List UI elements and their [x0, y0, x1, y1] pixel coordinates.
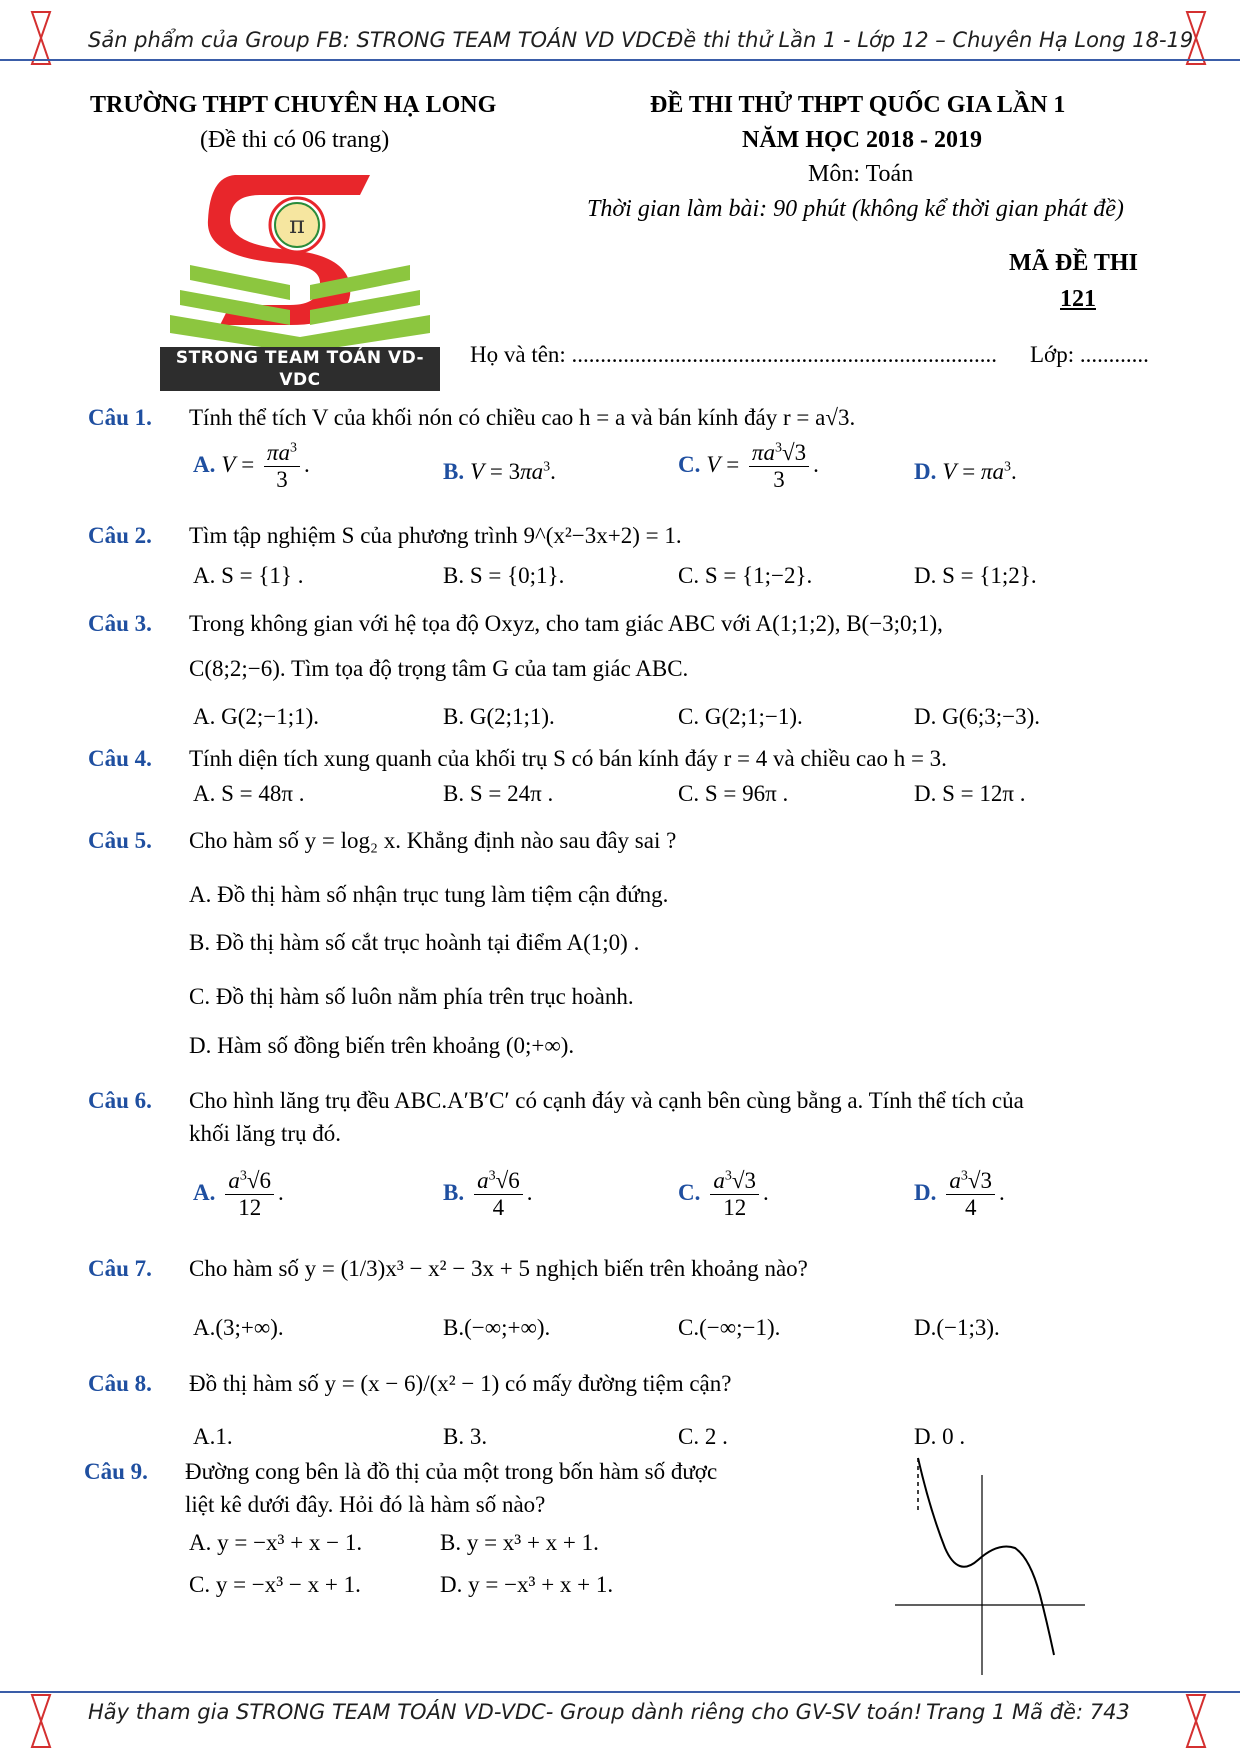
option-d: D. S = 12π .	[914, 781, 1026, 806]
svg-text:π: π	[289, 211, 305, 239]
option-a: A. S = 48π .	[193, 781, 305, 806]
question-number: Câu 7.	[88, 1256, 152, 1281]
option-b: B. Đồ thị hàm số cắt trục hoành tại điểm A(1;0) .	[189, 930, 640, 955]
option-d: D. Hàm số đồng biến trên khoảng (0;+∞).	[189, 1033, 575, 1058]
question-text: Tìm tập nghiệm S của phương trình 9^(x²−3x+2) = 1.	[189, 523, 682, 548]
question-text-cont: C(8;2;−6). Tìm tọa độ trọng tâm G của tam giác ABC.	[189, 656, 689, 681]
question-number: Câu 8.	[88, 1371, 152, 1396]
hourglass-icon	[1185, 1693, 1207, 1749]
question-text: Cho hàm số y = (1/3)x³ − x² − 3x + 5 nghịch biến trên khoảng nào?	[189, 1256, 808, 1281]
option-d: D. 0 .	[914, 1424, 966, 1449]
exam-subject: Môn: Toán	[808, 161, 914, 187]
exam-time: Thời gian làm bài: 90 phút (không kể thời gian phát đề)	[587, 196, 1124, 222]
question-number: Câu 3.	[88, 611, 152, 636]
option-d: D. G(6;3;−3).	[914, 704, 1041, 729]
option-c: C. S = 96π .	[678, 781, 789, 806]
logo-graphic	[160, 165, 440, 365]
logo-caption: STRONG TEAM TOÁN VD-VDC	[160, 347, 440, 391]
function-curve	[918, 1458, 1054, 1655]
question-number: Câu 1.	[88, 405, 152, 430]
option-b: B. S = 24π .	[443, 781, 554, 806]
option-a: A. S = {1} .	[193, 563, 304, 588]
option-label: D.	[914, 459, 937, 484]
question-number: Câu 9.	[84, 1459, 148, 1484]
option-d: D. $V = \pi a^3$.	[914, 459, 1017, 484]
cubic-curve-graph	[890, 1450, 1090, 1680]
option-b: B.(−∞;+∞).	[443, 1315, 551, 1340]
option-label: B.	[443, 459, 465, 484]
footer-left: Hãy tham gia STRONG TEAM TOÁN VD-VDC- Group dành riêng cho GV-SV toán!	[88, 1700, 923, 1724]
hourglass-icon	[1185, 10, 1207, 66]
option-a: A.(3;+∞).	[193, 1315, 284, 1340]
option-b: B. $V = 3\pi a^3$.	[443, 459, 556, 484]
question-text-cont: khối lăng trụ đó.	[189, 1121, 342, 1146]
class-field: Lớp: ............	[1030, 342, 1149, 367]
question-text: Tính diện tích xung quanh của khối trụ S có bán kính đáy r = 4 và chiều cao h = 3.	[189, 746, 947, 771]
name-field: Họ và tên: ..........................................................................	[470, 342, 998, 367]
question-text: Cho hàm số y = log₂ x. Khẳng định nào sau đây sai ?	[189, 828, 677, 853]
option-b: B. $\frac{a^3√6}{4}$ .	[443, 1168, 533, 1221]
option-d: D.(−1;3).	[914, 1315, 1000, 1340]
option-c: C.(−∞;−1).	[678, 1315, 781, 1340]
option-a: A. y = −x³ + x − 1.	[189, 1530, 363, 1555]
school-name: TRƯỜNG THPT CHUYÊN HẠ LONG	[90, 92, 497, 118]
question-number: Câu 5.	[88, 828, 152, 853]
header-left: Sản phẩm của Group FB: STRONG TEAM TOÁN VD VDC.	[88, 28, 673, 52]
team-logo	[160, 165, 440, 390]
question-number: Câu 2.	[88, 523, 152, 548]
question-text: Cho hình lăng trụ đều ABC.A′B′C′ có cạnh đáy và cạnh bên cùng bằng a. Tính thể tích của	[189, 1088, 1024, 1113]
option-c: C. V = $\frac{\pi a^3√3}{3}$ .	[678, 440, 819, 493]
option-label: C.	[678, 452, 701, 478]
exam-title: ĐỀ THI THỬ THPT QUỐC GIA LẦN 1	[650, 92, 1066, 118]
option-a: A. $\frac{a^3√6}{12}$ .	[193, 1168, 284, 1221]
question-text: Trong không gian với hệ tọa độ Oxyz, cho tam giác ABC với A(1;1;2), B(−3;0;1),	[189, 611, 943, 636]
page-count: (Đề thi có 06 trang)	[200, 127, 390, 153]
option-c: C. y = −x³ − x + 1.	[189, 1572, 361, 1597]
option-c: C. $\frac{a^3√3}{12}$ .	[678, 1168, 769, 1221]
exam-year: NĂM HỌC 2018 - 2019	[742, 127, 982, 153]
question-text: Tính thể tích V của khối nón có chiều cao h = a và bán kính đáy r = a√3.	[189, 405, 856, 430]
option-b: B. y = x³ + x + 1.	[440, 1530, 599, 1555]
footer-rule	[0, 1691, 1240, 1693]
exam-code: 121	[1060, 286, 1096, 312]
option-a: A. G(2;−1;1).	[193, 704, 320, 729]
option-c: C. Đồ thị hàm số luôn nằm phía trên trục hoành.	[189, 984, 634, 1009]
option-b: B. S = {0;1}.	[443, 563, 565, 588]
footer-right: Trang 1 Mã đề: 743	[926, 1700, 1130, 1724]
option-d: D. $\frac{a^3√3}{4}$ .	[914, 1168, 1005, 1221]
option-a: A. V = $\frac{\pi a^3}{3}$ .	[193, 440, 310, 493]
question-number: Câu 4.	[88, 746, 152, 771]
option-b: B. 3.	[443, 1424, 488, 1449]
hourglass-icon	[30, 10, 52, 66]
option-c: C. S = {1;−2}.	[678, 563, 813, 588]
question-text: Đồ thị hàm số y = (x − 6)/(x² − 1) có mấy đường tiệm cận?	[189, 1371, 732, 1396]
option-a: A.1.	[193, 1424, 233, 1449]
option-b: B. G(2;1;1).	[443, 704, 555, 729]
hourglass-icon	[30, 1693, 52, 1749]
option-c: C. 2 .	[678, 1424, 728, 1449]
option-label: A.	[193, 452, 216, 478]
question-text-cont: liệt kê dưới đây. Hỏi đó là hàm số nào?	[185, 1492, 546, 1517]
question-text: Đường cong bên là đồ thị của một trong bốn hàm số được	[185, 1459, 718, 1484]
option-c: C. G(2;1;−1).	[678, 704, 803, 729]
header-right: Đề thi thử Lần 1 - Lớp 12 – Chuyên Hạ Long 18-19	[667, 28, 1194, 52]
header-rule	[0, 59, 1240, 61]
option-d: D. S = {1;2}.	[914, 563, 1037, 588]
exam-code-label: MÃ ĐỀ THI	[1009, 250, 1138, 276]
question-number: Câu 6.	[88, 1088, 152, 1113]
option-d: D. y = −x³ + x + 1.	[440, 1572, 614, 1597]
option-a: A. Đồ thị hàm số nhận trục tung làm tiệm cận đứng.	[189, 882, 669, 907]
